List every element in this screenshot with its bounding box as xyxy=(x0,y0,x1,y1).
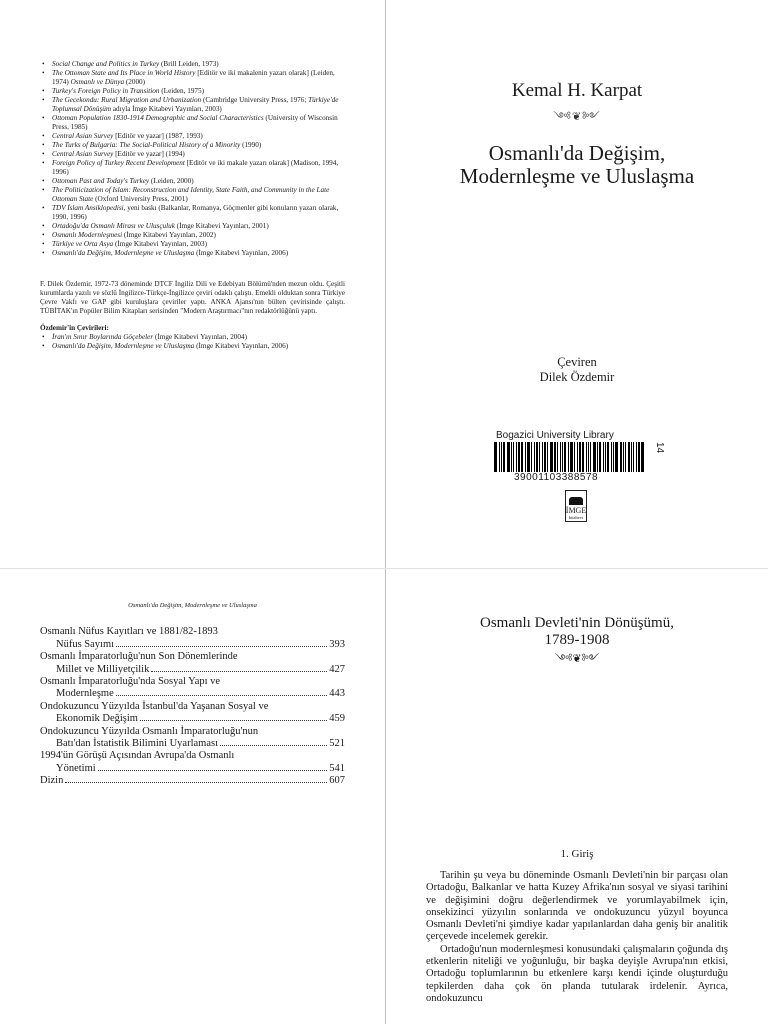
work-title: Türkiye ve Orta Asya xyxy=(52,240,114,248)
barcode-bar xyxy=(511,442,512,472)
work-title: Foreign Policy of Turkey Recent Development xyxy=(52,159,185,167)
chapter-title-line1: Osmanlı Devleti'nin Dönüşümü, xyxy=(480,615,674,631)
barcode-bar xyxy=(603,442,604,472)
work-details: (İmge Kitabevi Yayınları, 2001) xyxy=(174,222,269,230)
book-title xyxy=(386,142,768,188)
dot-leader xyxy=(116,646,327,647)
barcode-number: 39001103388578 xyxy=(514,472,599,483)
toc-page-number: 459 xyxy=(329,713,345,725)
running-header: Osmanlı'da Değişim, Modernleşme ve Uluslaşma xyxy=(128,602,257,609)
toc-entry xyxy=(40,701,345,726)
list-item xyxy=(52,114,345,132)
barcode-bar xyxy=(631,442,632,472)
work-title: TDV İslam Ansiklopedisi xyxy=(52,204,124,212)
chapter-title xyxy=(386,615,768,668)
publisher-logo-text: İMGE xyxy=(565,506,587,515)
toc-entry-title: 1994'ün Görüşü Açısından Avrupa'da Osmanlı xyxy=(40,750,235,762)
barcode-bar xyxy=(518,442,520,472)
barcode-bar xyxy=(623,442,624,472)
list-item xyxy=(52,249,345,258)
barcode-bar xyxy=(521,442,523,472)
barcode-bar xyxy=(590,442,591,472)
work-details: (Cambridge University Press, 1976; xyxy=(201,96,309,104)
work-title: Central Asian Survey xyxy=(52,150,114,158)
library-label: Bogazici University Library xyxy=(496,430,614,441)
barcode-bar xyxy=(615,442,618,472)
toc-page-number: 393 xyxy=(329,638,345,650)
work-details: (1990) xyxy=(240,141,262,149)
barcode-bar xyxy=(597,442,598,472)
toc-entry-line xyxy=(40,738,345,750)
work-details: (Leiden, 1975) xyxy=(159,87,204,95)
work-title: Osmanlı ve Dünya xyxy=(70,78,125,86)
work-details: (İmge Kitabevi Yayınları, 2002) xyxy=(122,231,216,239)
barcode-bar xyxy=(605,442,606,472)
toc-entry xyxy=(40,626,345,651)
ornament-icon: ༺❦༻ xyxy=(553,111,601,123)
barcode-bar xyxy=(564,442,566,472)
translator-credit xyxy=(386,355,768,385)
publisher-logo-sub: kitabevi xyxy=(568,515,584,520)
barcode-bar xyxy=(516,442,517,472)
chapter-title-line2: 1789-1908 xyxy=(544,632,610,648)
work-title: The Politicization of Islam: Reconstruction and Identity, State Faith, and Community in the Late Ottoman State xyxy=(52,186,330,203)
list-item xyxy=(52,342,345,351)
work-details: (Oxford University Press, 2001) xyxy=(93,195,188,203)
work-details: , yeni baskı (Balkanlar, Romanya, Göçmenler gibi konuların yazarı olarak, 1990, 1996) xyxy=(52,204,339,221)
toc-entry-line xyxy=(40,639,345,651)
barcode-bar xyxy=(495,442,497,472)
toc-entry xyxy=(40,750,345,775)
barcode-bar xyxy=(582,442,584,472)
ornament-icon: ༺❦༻ xyxy=(554,653,600,665)
toc-entry-line xyxy=(40,763,345,775)
dot-leader xyxy=(151,671,327,672)
dot-leader xyxy=(116,695,328,696)
barcode-bar xyxy=(613,442,614,472)
toc-entry-label: Yönetimi xyxy=(56,762,96,774)
list-item xyxy=(52,186,345,204)
work-details: (2000) xyxy=(124,78,146,86)
work-title: Social Change and Politics in Turkey xyxy=(52,60,160,68)
list-item xyxy=(52,222,345,231)
barcode-bar xyxy=(593,442,596,472)
translations-list xyxy=(40,333,345,351)
translator-label: Çeviren xyxy=(557,355,597,369)
barcode-bar xyxy=(531,442,532,472)
library-barcode-sticker xyxy=(494,430,666,483)
toc-entry-label: Modernleşme xyxy=(56,688,114,700)
dot-leader xyxy=(98,770,328,771)
toc-entry xyxy=(40,726,345,751)
barcode-bar xyxy=(568,442,569,472)
work-details: (Brill Leiden, 1973) xyxy=(159,60,219,68)
barcode-bar xyxy=(525,442,526,472)
toc-entry-title: Osmanlı Nüfus Kayıtları ve 1881/82-1893 xyxy=(40,626,218,638)
work-title: Ortadoğu'da Osmanlı Mirası ve Ulusçuluk xyxy=(52,222,175,230)
publisher-logo xyxy=(565,490,587,522)
barcode-bar xyxy=(503,442,505,472)
list-item xyxy=(52,231,345,240)
title-page xyxy=(386,0,768,568)
author-name: Kemal H. Karpat xyxy=(511,80,643,101)
work-title: Ottoman Population 1830-1914 Demographic and Social Characteristics xyxy=(52,114,264,122)
dot-leader xyxy=(65,782,327,783)
dot-leader xyxy=(140,720,327,721)
toc-entry-label: Nüfus Sayımı xyxy=(56,638,115,650)
work-details: (Leiden, 2000) xyxy=(149,177,194,185)
barcode-bar xyxy=(547,442,548,472)
list-item xyxy=(52,333,345,342)
work-details: (İmge Kitabevi Yayınları, 2004) xyxy=(153,333,247,341)
barcode-bar xyxy=(534,442,535,472)
author-works-page xyxy=(40,60,345,440)
barcode-bar xyxy=(577,442,578,472)
list-item xyxy=(52,132,345,141)
barcode-bar xyxy=(574,442,575,472)
work-title: Osmanlı'da Değişim, Modernleşme ve Uluslaşma xyxy=(52,249,195,257)
barcode-bar xyxy=(544,442,546,472)
work-details: adıyla İmge Kitabevi Yayınları, 2003) xyxy=(111,105,222,113)
toc-entry-line xyxy=(40,688,345,700)
list-item xyxy=(52,96,345,114)
barcode-bar xyxy=(527,442,530,472)
barcode-bar xyxy=(507,442,510,472)
list-item xyxy=(52,177,345,186)
paragraph: Ortadoğu'nun modernleşmesi konusundaki çalışmaların çoğunda dış etkenlerin niteliği ve yoğunluğu, bir başka deyişle Avrupa'nın etkisi, Ortadoğu toplumlarının bu etkenlere karşı kendi içinde oluşturduğu tepkilerden daha çok ön planda tutularak irdelenir. Ayrıca, ondokuzuncu xyxy=(426,943,728,1004)
translations-heading: Özdemir'in Çevirileri: xyxy=(40,324,109,332)
dot-leader xyxy=(220,745,327,746)
contents-page xyxy=(40,600,345,840)
translator-bio: F. Dilek Özdemir, 1972-73 döneminde DTCF İngiliz Dili ve Edebiyatı Bölümü'nden mezun oldu. Çeşitli kurumlarda yazılı ve sözlü İngilizce-Türkçe-İngilizce çeviri odaklı çalıştı. Emekli olduktan sonra Türkiye Çevre Vakfı ve GAP gibi kuruluşlara çeviriler yaptı. ANKA Ajansı'nın bülten çevirisinde çalıştı. TÜBİTAK'ın Popüler Bilim Kitapları serisinden "Modern Araştırmacı"nın redaktörlüğünü yaptı. xyxy=(40,280,345,315)
toc-entry xyxy=(40,775,345,787)
toc-entry-label: Millet ve Milliyetçilik xyxy=(56,663,150,675)
work-title: Central Asian Survey xyxy=(52,132,114,140)
barcode-bar xyxy=(638,442,640,472)
work-details: [Editör ve yazar] (1987, 1993) xyxy=(113,132,203,140)
book-title-line2: Modernleşme ve Uluslaşma xyxy=(459,164,695,188)
barcode-bar xyxy=(513,442,514,472)
work-title: The Gecekondu: Rural Migration and Urbanization xyxy=(52,96,202,104)
barcode-bar xyxy=(620,442,622,472)
list-item xyxy=(52,141,345,150)
book-title-line1: Osmanlı'da Değişim, xyxy=(488,141,666,165)
barcode-bar xyxy=(499,442,500,472)
barcode-bar xyxy=(636,442,637,472)
barcode-bar xyxy=(628,442,630,472)
toc-page-number: 607 xyxy=(329,775,345,787)
shelf-number: 14 xyxy=(654,441,666,454)
work-title: Osmanlı'da Değişim, Modernleşme ve Uluslaşma xyxy=(52,342,195,350)
barcode-bar xyxy=(554,442,556,472)
work-details: (İmge Kitabevi Yayınları, 2003) xyxy=(113,240,207,248)
toc-page-number: 443 xyxy=(329,688,345,700)
work-title: Ottoman Past and Today's Turkey xyxy=(52,177,150,185)
barcode-bar xyxy=(599,442,601,472)
barcode-bar xyxy=(633,442,634,472)
work-title: Türkiye'de Toplumsal Dönüşüm xyxy=(52,96,339,113)
work-details: [Editör ve iki makale yazarı olarak] (Madison, 1994, 1996) xyxy=(52,159,339,176)
logo-mark-icon xyxy=(569,497,583,505)
list-item xyxy=(52,60,345,69)
barcode-bar xyxy=(625,442,626,472)
barcode-bar xyxy=(557,442,558,472)
barcode-bar xyxy=(542,442,543,472)
work-details: [Editör ve iki makalenin yazarı olarak] (Leiden, 1974) xyxy=(52,69,335,86)
work-title: Osmanlı Modernleşmesi xyxy=(52,231,123,239)
work-details: [Editör ve yazar] (1994) xyxy=(113,150,185,158)
section-heading: 1. Giriş xyxy=(560,848,594,860)
barcode-bar xyxy=(641,442,644,472)
toc-entry-title: Osmanlı İmparatorluğu'nun Son Dönemlerinde xyxy=(40,651,238,663)
toc-entry-line xyxy=(40,713,345,725)
toc-entry xyxy=(40,651,345,676)
barcode-bar xyxy=(607,442,609,472)
barcode-bar xyxy=(550,442,553,472)
barcode-icon xyxy=(494,442,659,472)
barcode-bar xyxy=(579,442,581,472)
work-title: The Turks of Bulgaria: The Social-Political History of a Minority xyxy=(52,141,241,149)
toc-entry-label: Ekonomik Değişim xyxy=(56,713,138,725)
work-title: Turkey's Foreign Policy in Transition xyxy=(52,87,160,95)
list-item xyxy=(52,204,345,222)
barcode-bar xyxy=(570,442,573,472)
toc-entry-title: Osmanlı İmparatorluğu'nda Sosyal Yapı ve xyxy=(40,676,221,688)
barcode-bar xyxy=(562,442,563,472)
toc-entry-label: Dizin xyxy=(40,775,64,787)
toc-page-number: 427 xyxy=(329,663,345,675)
toc-entry-line xyxy=(40,664,345,676)
toc-entry-title: Ondokuzuncu Yüzyılda Osmanlı İmparatorluğu'nun xyxy=(40,725,259,737)
chapter-body xyxy=(426,870,728,1005)
list-item xyxy=(52,159,345,177)
work-details: (University of Wisconsin Press, 1985) xyxy=(52,114,338,131)
work-details: (İmge Kitabevi Yayınları, 2006) xyxy=(194,249,289,257)
list-item xyxy=(52,87,345,96)
toc-entry-title: Ondokuzuncu Yüzyılda İstanbul'da Yaşanan Sosyal ve xyxy=(40,700,269,712)
works-list xyxy=(40,60,345,258)
barcode-bar xyxy=(501,442,502,472)
paragraph: Tarihin şu veya bu döneminde Osmanlı Devleti'nin bir parçası olan Ortadoğu, Balkanlar ve hatta Kuzey Afrika'nın sosyal ve siyasi tarihini ve değişimini doğru değerlendirmek ve yorumlayabilmek için, onsekizinci yüzyılın sonlarında ve ondokuzuncu yüzyıl boyunca Osmanlı Devleti'ni şimdiye kadar yapılanlardan daha geniş bir analitik çerçevede incelemek gerekir. xyxy=(426,870,728,943)
work-details: (İmge Kitabevi Yayınları, 2006) xyxy=(194,342,289,350)
barcode-bar xyxy=(539,442,540,472)
toc-page-number: 541 xyxy=(329,762,345,774)
toc-page-number: 521 xyxy=(329,738,345,750)
barcode-bar xyxy=(536,442,538,472)
toc-entry-label: Batı'dan İstatistik Bilimini Uyarlaması xyxy=(56,738,218,750)
barcode-bar xyxy=(586,442,587,472)
list-item xyxy=(52,150,345,159)
barcode-bar xyxy=(588,442,589,472)
barcode-bar xyxy=(611,442,612,472)
work-title: The Ottoman State and Its Place in World History xyxy=(52,69,196,77)
table-of-contents xyxy=(40,626,345,787)
list-item xyxy=(52,240,345,249)
chapter-page xyxy=(386,569,768,1024)
toc-entry xyxy=(40,676,345,701)
translator-name: Dilek Özdemir xyxy=(539,370,615,384)
toc-entry-line xyxy=(40,775,345,787)
list-item xyxy=(52,69,345,87)
work-title: İran'ın Sınır Boylarında Göçebeler xyxy=(52,333,154,341)
barcode-bar xyxy=(560,442,561,472)
